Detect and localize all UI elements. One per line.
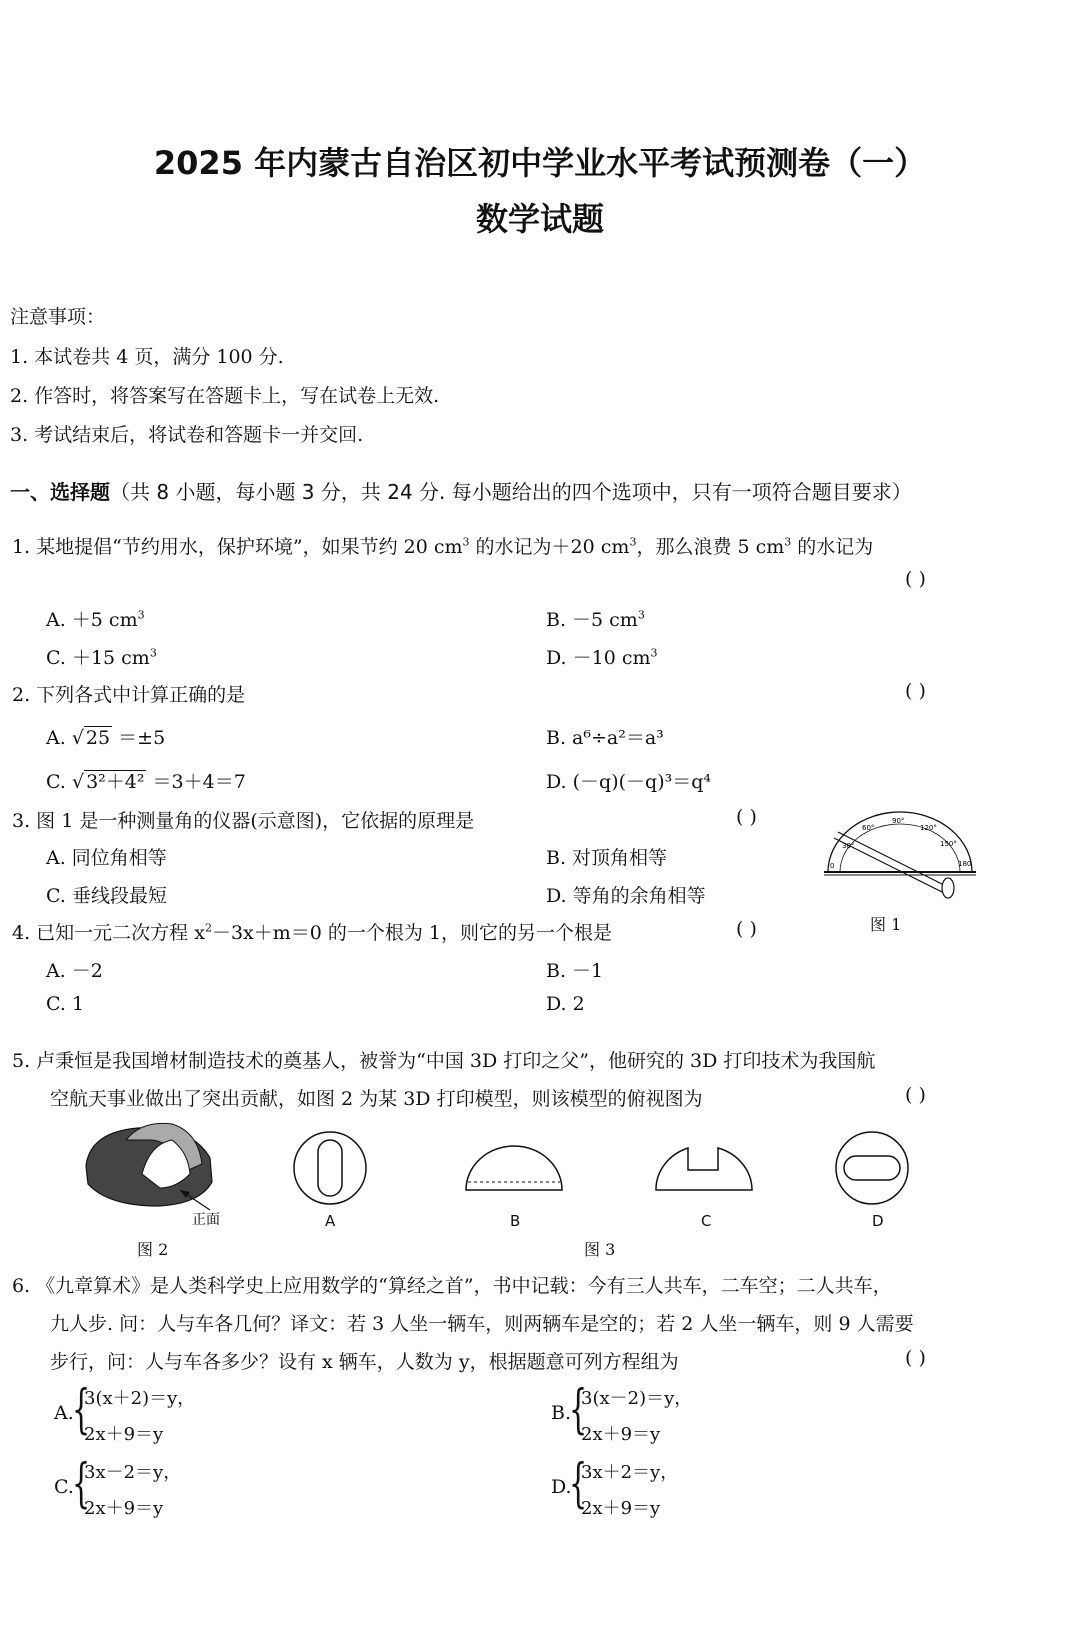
option-label: C. [54,1476,74,1498]
figure-2-model [80,1118,240,1228]
circle-outline [836,1132,908,1204]
equation-line: 2x＋9＝y [581,1424,661,1445]
q1-exp: 3 [629,535,637,549]
opt-exp: 3 [149,646,157,660]
question-1-stem [12,532,873,559]
section-name: 一、选择题 [10,480,110,504]
equation-line: 3(x＋2)＝y， [84,1388,196,1409]
opt-text: A. ＋5 cm [46,609,138,631]
question-3-stem: 3. 图 1 是一种测量角的仪器(示意图)，它依据的原理是 [12,810,475,832]
q6-option-c [54,1454,354,1524]
q5-label-d: D [872,1212,884,1230]
q1-stem-part: 的水记为 [791,536,874,558]
vertical-slot [318,1140,342,1196]
equation-line: 2x＋9＝y [84,1424,164,1445]
equation-line: 2x＋9＝y [581,1498,661,1519]
notice-item: 2. 作答时，将答案写在答题卡上，写在试卷上无效. [10,385,440,407]
opt-exp: 3 [650,646,658,660]
protractor-pivot [942,878,954,898]
opt-text: D. －10 cm [546,647,651,669]
tick-label: 30° [842,842,855,850]
equation-line: 3x－2＝y， [84,1462,182,1483]
opt-prefix: A. [46,727,72,749]
opt-text: C. ＋15 cm [46,647,150,669]
exam-subtitle: 数学试题 [475,200,604,238]
figure-3-caption: 图 3 [584,1240,616,1259]
brace-icon: { [569,1454,588,1514]
question-5-line1: 5. 卢秉恒是我国增材制造技术的奠基人，被誉为“中国 3D 打印之父”，他研究的 3D 打印技术为我国航 [12,1050,876,1072]
q3-option-d: D. 等角的余角相等 [546,885,706,907]
q5-label-a: A [325,1212,336,1230]
q2-option-d: D. (－q)(－q)³＝q⁴ [546,771,712,793]
figure-2-caption: 图 2 [137,1240,169,1259]
figure-1-caption: 图 1 [870,915,902,934]
q3-option-c: C. 垂线段最短 [46,885,167,907]
notice-item: 1. 本试卷共 4 页，满分 100 分. [10,346,284,368]
answer-paren: ( ) [736,918,757,940]
q2-option-b: B. a⁶÷a²＝a³ [546,727,664,749]
q4-exp: 2 [204,921,212,935]
brace-icon: { [569,1380,588,1440]
q4-stem-part: 4. 已知一元二次方程 x [12,922,205,944]
q2-option-a: A. √ 25 ＝±5 [46,727,166,749]
exam-title: 2025 年内蒙古自治区初中学业水平考试预测卷（一） [153,144,927,182]
semicircle-outline [466,1146,562,1190]
notched-semicircle [656,1148,752,1190]
equation-line: 3(x－2)＝y， [581,1388,693,1409]
option-label: A. [54,1402,74,1424]
protractor-figure [820,808,980,908]
q1-stem-part: ，那么浪费 5 cm [636,536,785,558]
q1-exp: 3 [784,535,792,549]
opt-prefix: C. [46,771,72,793]
question-6-line3: 步行，问：人与车各多少？设有 x 辆车，人数为 y，根据题意可列方程组为 [50,1351,679,1373]
radicand: 3²＋4² [86,771,145,793]
opt-exp: 3 [137,608,145,622]
section-desc: （共 8 小题，每小题 3 分，共 24 分. 每小题给出的四个选项中，只有一项符合题目要求） [110,480,912,504]
question-5-line2: 空航天事业做出了突出贡献，如图 2 为某 3D 打印模型，则该模型的俯视图为 [50,1088,703,1110]
answer-paren: ( ) [905,1347,926,1369]
horizontal-slot [844,1156,900,1180]
question-2-stem: 2. 下列各式中计算正确的是 [12,684,246,706]
q3-option-b: B. 对顶角相等 [546,847,668,869]
notice-item: 3. 考试结束后，将试卷和答题卡一并交回. [10,424,364,446]
tick-label: 180 [958,860,972,868]
q6-option-a [54,1380,354,1450]
brace-icon: { [72,1454,91,1514]
q6-option-d [551,1454,851,1524]
q1-option-b [546,605,645,632]
question-6-line2: 九人步. 问：人与车各几何？译文：若 3 人坐一辆车，则两辆车是空的；若 2 人坐一辆车，则 9 人需要 [50,1313,914,1335]
q5-option-a-figure [288,1130,372,1214]
notice-heading: 注意事项： [10,306,106,328]
q5-option-b-figure [462,1140,566,1200]
q1-stem-part: 的水记为＋20 cm [469,536,630,558]
option-label: B. [551,1402,572,1424]
q4-option-a: A. －2 [46,960,103,982]
tick-label: 0 [830,862,835,870]
tick-label: 90° [892,817,905,825]
q4-stem-part: －3x＋m＝0 的一个根为 1，则它的另一个根是 [211,922,613,944]
radicand: 25 [85,727,111,749]
opt-exp: 3 [637,608,645,622]
circle-outline [294,1132,366,1204]
q1-option-d [546,643,658,670]
option-label: D. [551,1476,572,1498]
equation-line: 3x＋2＝y， [581,1462,679,1483]
opt-rest: ＝±5 [112,727,166,749]
tick-label: 120° [920,824,937,832]
q4-option-c: C. 1 [46,993,85,1015]
answer-paren: ( ) [905,680,926,702]
q5-label-c: C [701,1212,712,1230]
equation-line: 2x＋9＝y [84,1498,164,1519]
answer-paren: ( ) [736,806,757,828]
q4-option-d: D. 2 [546,993,585,1015]
q5-label-b: B [510,1212,521,1230]
q2-option-c: C. √ 3²＋4² ＝3＋4＝7 [46,771,246,793]
q1-exp: 3 [462,535,470,549]
answer-paren: ( ) [905,1084,926,1106]
q5-option-c-figure [652,1140,756,1200]
q6-option-b [551,1380,851,1450]
question-4-stem [12,918,612,945]
q4-option-b: B. －1 [546,960,604,982]
front-label: 正面 [192,1212,220,1228]
protractor-arm [838,832,946,886]
question-6-line1: 6. 《九章算术》是人类科学史上应用数学的“算经之首”，书中记载：今有三人共车，二车空；二人共车， [12,1275,892,1297]
q5-option-d-figure [830,1130,914,1214]
opt-text: B. －5 cm [546,609,638,631]
q3-option-a: A. 同位角相等 [46,847,167,869]
protractor-inner-arc [840,824,960,872]
tick-label: 60° [862,824,875,832]
opt-rest: ＝3＋4＝7 [146,771,246,793]
q1-option-c [46,643,157,670]
brace-icon: { [72,1380,91,1440]
answer-paren: ( ) [905,568,926,590]
q1-stem-part: 1. 某地提倡“节约用水，保护环境”，如果节约 20 cm [12,536,463,558]
section-title [10,476,912,505]
q1-option-a [46,605,145,632]
tick-label: 150° [940,840,957,848]
